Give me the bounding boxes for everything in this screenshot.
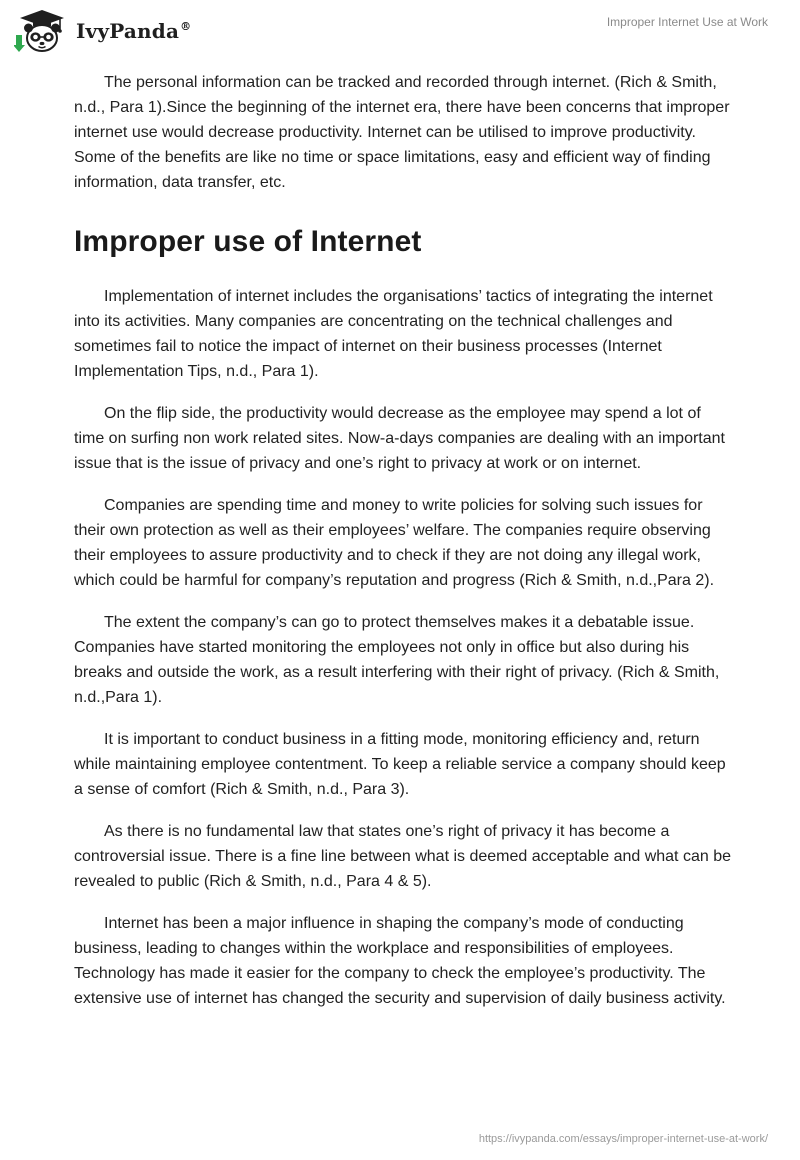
section-heading: Improper use of Internet — [74, 225, 422, 258]
essay-content — [74, 70, 734, 1028]
document-title: Improper Internet Use at Work — [606, 15, 768, 29]
body-paragraph: It is important to conduct business in a fitting mode, monitoring efficiency and, return while maintaining employee contentment. To keep a reliable service a company should keep a sense of comfort (Rich & Smith, n.d., Para 3). — [74, 731, 726, 798]
registered-mark: ® — [180, 20, 192, 34]
brand-name: IvyPanda® — [76, 19, 192, 43]
body-paragraph: The extent the company’s can go to protect themselves makes it a debatable issue. Companies have started monitoring the employees not only in office but also during his breaks and outside the work, as a result interfering with their right of privacy. (Rich & Smith, n.d.,Para 1). — [74, 614, 720, 706]
body-paragraph: As there is no fundamental law that states one’s right of privacy it has become a controversial issue. There is a fine line between what is deemed acceptable and what can be revealed to public (Rich & Smith, n.d., Para 4 & 5). — [74, 823, 731, 890]
page-header — [0, 0, 800, 60]
brand-logo[interactable] — [14, 8, 191, 54]
panda-graduate-logo-icon — [14, 8, 70, 54]
body-paragraph: Implementation of internet includes the organisations’ tactics of integrating the internet into its activities. Many companies are concentrating on the technical challenges and sometimes fail to notice the impact of internet on their business processes (Internet Implementation Tips, n.d., Para 1). — [74, 288, 713, 380]
body-paragraph: Internet has been a major influence in shaping the company’s mode of conducting business, leading to changes within the workplace and responsibilities of employees. Technology has made it easier for the company to check the employee’s productivity. The extensive use of internet has changed the security and supervision of daily business activity. — [74, 915, 726, 1007]
intro-paragraph: The personal information can be tracked and recorded through internet. (Rich & Smith, n.d., Para 1).Since the beginning of the internet era, there have been concerns that improper internet use would decrease productivity. Internet can be utilised to improve productivity. Some of the benefits are like no time or space limitations, easy and efficient way of finding information, data transfer, etc. — [74, 74, 730, 191]
source-url[interactable]: https://ivypanda.com/essays/improper-internet-use-at-work/ — [478, 1133, 768, 1145]
body-paragraph: On the flip side, the productivity would decrease as the employee may spend a lot of time on surfing non work related sites. Now-a-days companies are dealing with an important issue that is the issue of privacy and one’s right to privacy at work or on internet. — [74, 405, 725, 472]
body-paragraph: Companies are spending time and money to write policies for solving such issues for their own protection as well as their employees’ welfare. The companies require observing their employees to assure productivity and to check if they are not doing any illegal work, which could be harmful for company’s reputation and progress (Rich & Smith, n.d.,Para 2). — [74, 497, 715, 589]
